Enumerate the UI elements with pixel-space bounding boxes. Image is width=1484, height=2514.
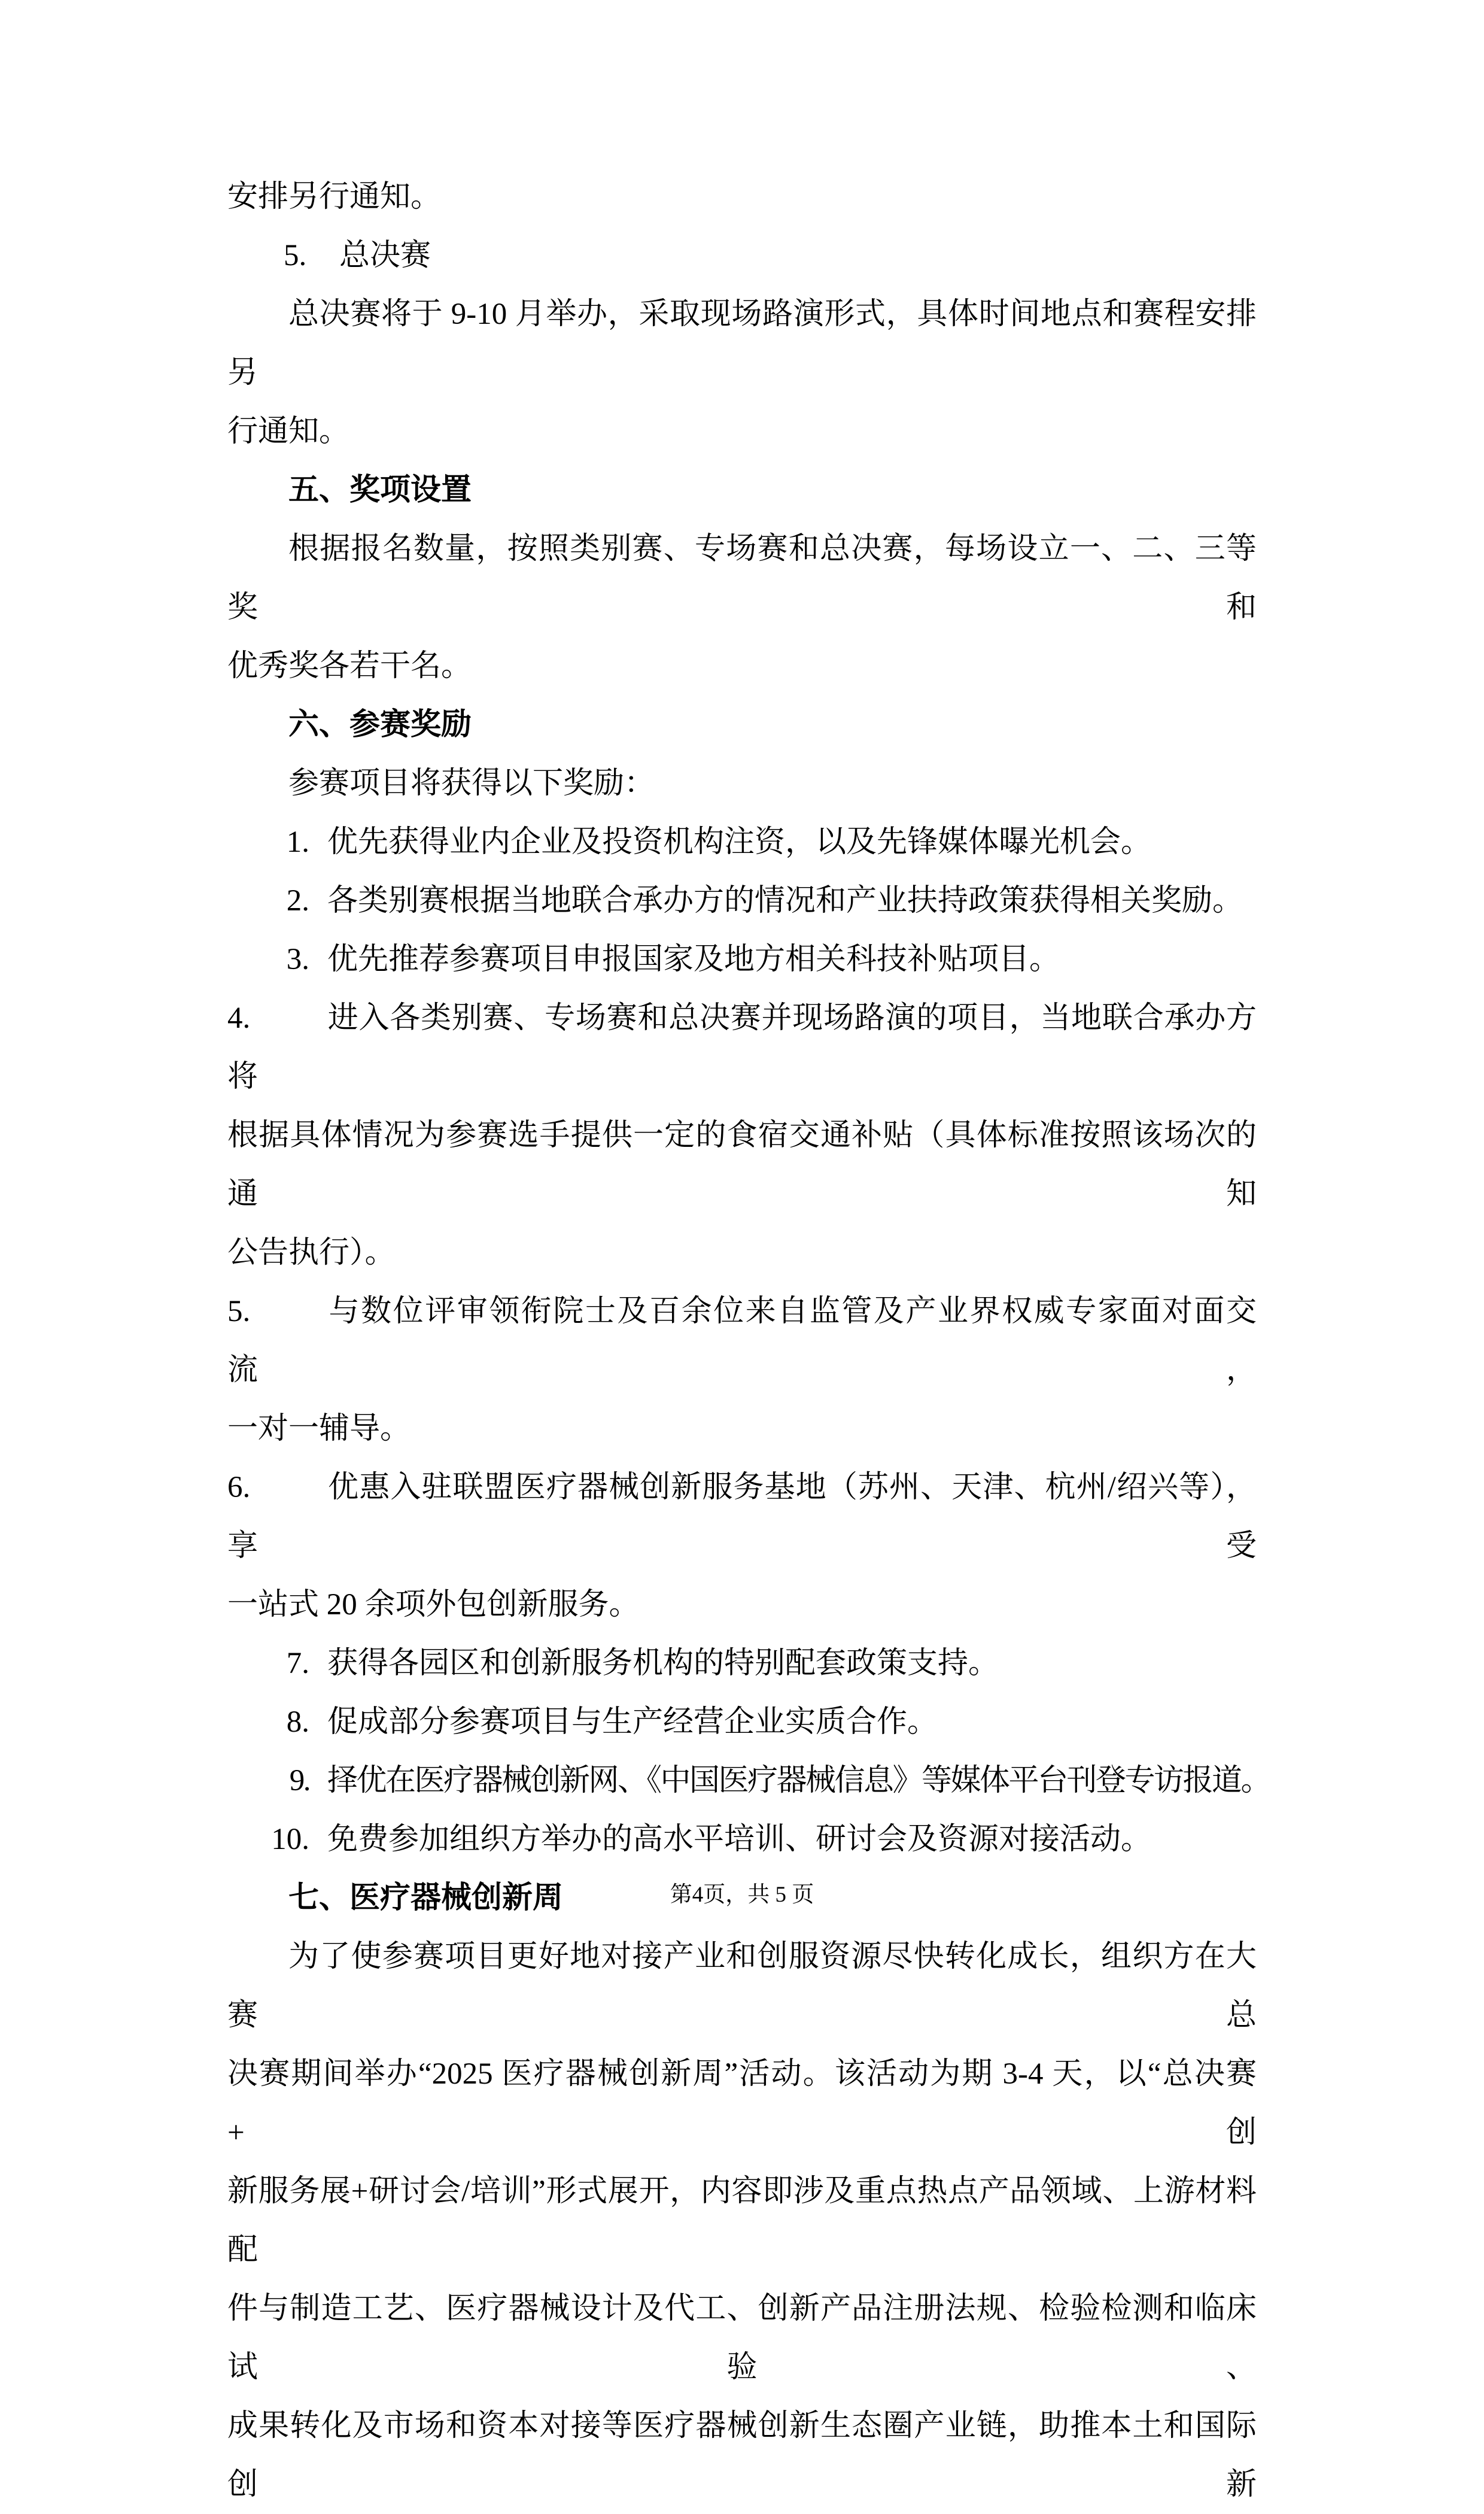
line-18	[227, 1458, 1257, 1575]
line-text: 免费参加组织方举办的高水平培训、研讨会及资源对接活动。	[327, 1823, 1152, 1856]
page-footer	[0, 1882, 1484, 1908]
line-21	[227, 1693, 1257, 1751]
line-10	[227, 813, 1257, 872]
line-12	[227, 930, 1257, 989]
line-text: 择优在医疗器械创新网、《中国医疗器械信息》等媒体平台刊登专访报道。	[327, 1764, 1270, 1798]
page-number: 第4页，共 5 页	[670, 1883, 814, 1907]
list-number: 5.	[227, 1295, 251, 1328]
list-number: 1.	[286, 825, 309, 859]
line-5: 五、奖项设置	[288, 473, 472, 507]
line-20	[227, 1634, 1257, 1693]
line-text: 促成部分参赛项目与生产经营企业实质合作。	[327, 1705, 938, 1739]
list-number: 5.	[284, 239, 307, 272]
line-text: 优先获得业内企业及投资机构注资，以及先锋媒体曝光机会。	[327, 825, 1152, 859]
line-17: 一对一辅导。	[227, 1412, 411, 1446]
line-25: 为了使参赛项目更好地对接产业和创服资源尽快转化成长，组织方在大赛总	[227, 1940, 1257, 2032]
line-19: 一站式 20 余项外包创新服务。	[227, 1588, 640, 1622]
list-number: 4.	[227, 1001, 251, 1035]
line-3: 总决赛将于 9-10 月举办，采取现场路演形式，具体时间地点和赛程安排另	[227, 297, 1257, 390]
line-text: 优先推荐参赛项目申报国家及地方相关科技补贴项目。	[327, 943, 1060, 976]
line-text: 与数位评审领衔院士及百余位来自监管及产业界权威专家面对面交流，	[227, 1295, 1257, 1387]
line-13	[227, 989, 1257, 1106]
line-6: 根据报名数量，按照类别赛、专场赛和总决赛，每场设立一、二、三等奖和	[227, 532, 1257, 624]
line-text: 总决赛	[339, 239, 431, 272]
line-24: 七、医疗器械创新周	[288, 1881, 564, 1915]
line-text: 获得各园区和创新服务机构的特别配套政策支持。	[327, 1647, 999, 1680]
list-number: 3.	[286, 943, 309, 976]
line-22	[227, 1751, 1270, 1810]
list-number: 2.	[286, 884, 309, 918]
list-number: 7.	[286, 1647, 309, 1680]
line-7: 优秀奖各若干名。	[227, 649, 472, 683]
list-number: 8.	[286, 1705, 309, 1739]
line-8: 六、参赛奖励	[288, 708, 472, 742]
document-body	[227, 168, 1270, 2514]
line-text: 进入各类别赛、专场赛和总决赛并现场路演的项目，当地联合承办方将	[227, 1001, 1257, 1094]
line-2	[227, 226, 1257, 285]
line-15: 公告执行）。	[227, 1236, 396, 1270]
list-number: 9.	[289, 1764, 309, 1798]
list-number: 10.	[271, 1823, 309, 1856]
line-29: 成果转化及市场和资本对接等医疗器械创新生态圈产业链，助推本土和国际创新	[227, 2409, 1257, 2501]
line-26: 决赛期间举办“2025 医疗器械创新周”活动。该活动为期 3-4 天，以“总决赛+创	[227, 2057, 1257, 2149]
line-text: 优惠入驻联盟医疗器械创新服务基地（苏州、天津、杭州/绍兴等），享受	[227, 1471, 1257, 1563]
line-1: 安排另行通知。	[227, 180, 442, 214]
line-4: 行通知。	[227, 415, 350, 448]
line-text: 各类别赛根据当地联合承办方的情况和产业扶持政策获得相关奖励。	[327, 884, 1243, 918]
line-9: 参赛项目将获得以下奖励：	[288, 767, 655, 800]
line-14: 根据具体情况为参赛选手提供一定的食宿交通补贴（具体标准按照该场次的通知	[227, 1119, 1257, 1211]
list-number: 6.	[227, 1471, 251, 1504]
line-27: 新服务展+研讨会/培训”形式展开，内容即涉及重点热点产品领域、上游材料配	[227, 2175, 1257, 2267]
line-28: 件与制造工艺、医疗器械设计及代工、创新产品注册法规、检验检测和临床试验、	[227, 2292, 1257, 2384]
line-11	[227, 872, 1257, 930]
line-23	[227, 1810, 1257, 1869]
line-16	[227, 1282, 1257, 1399]
